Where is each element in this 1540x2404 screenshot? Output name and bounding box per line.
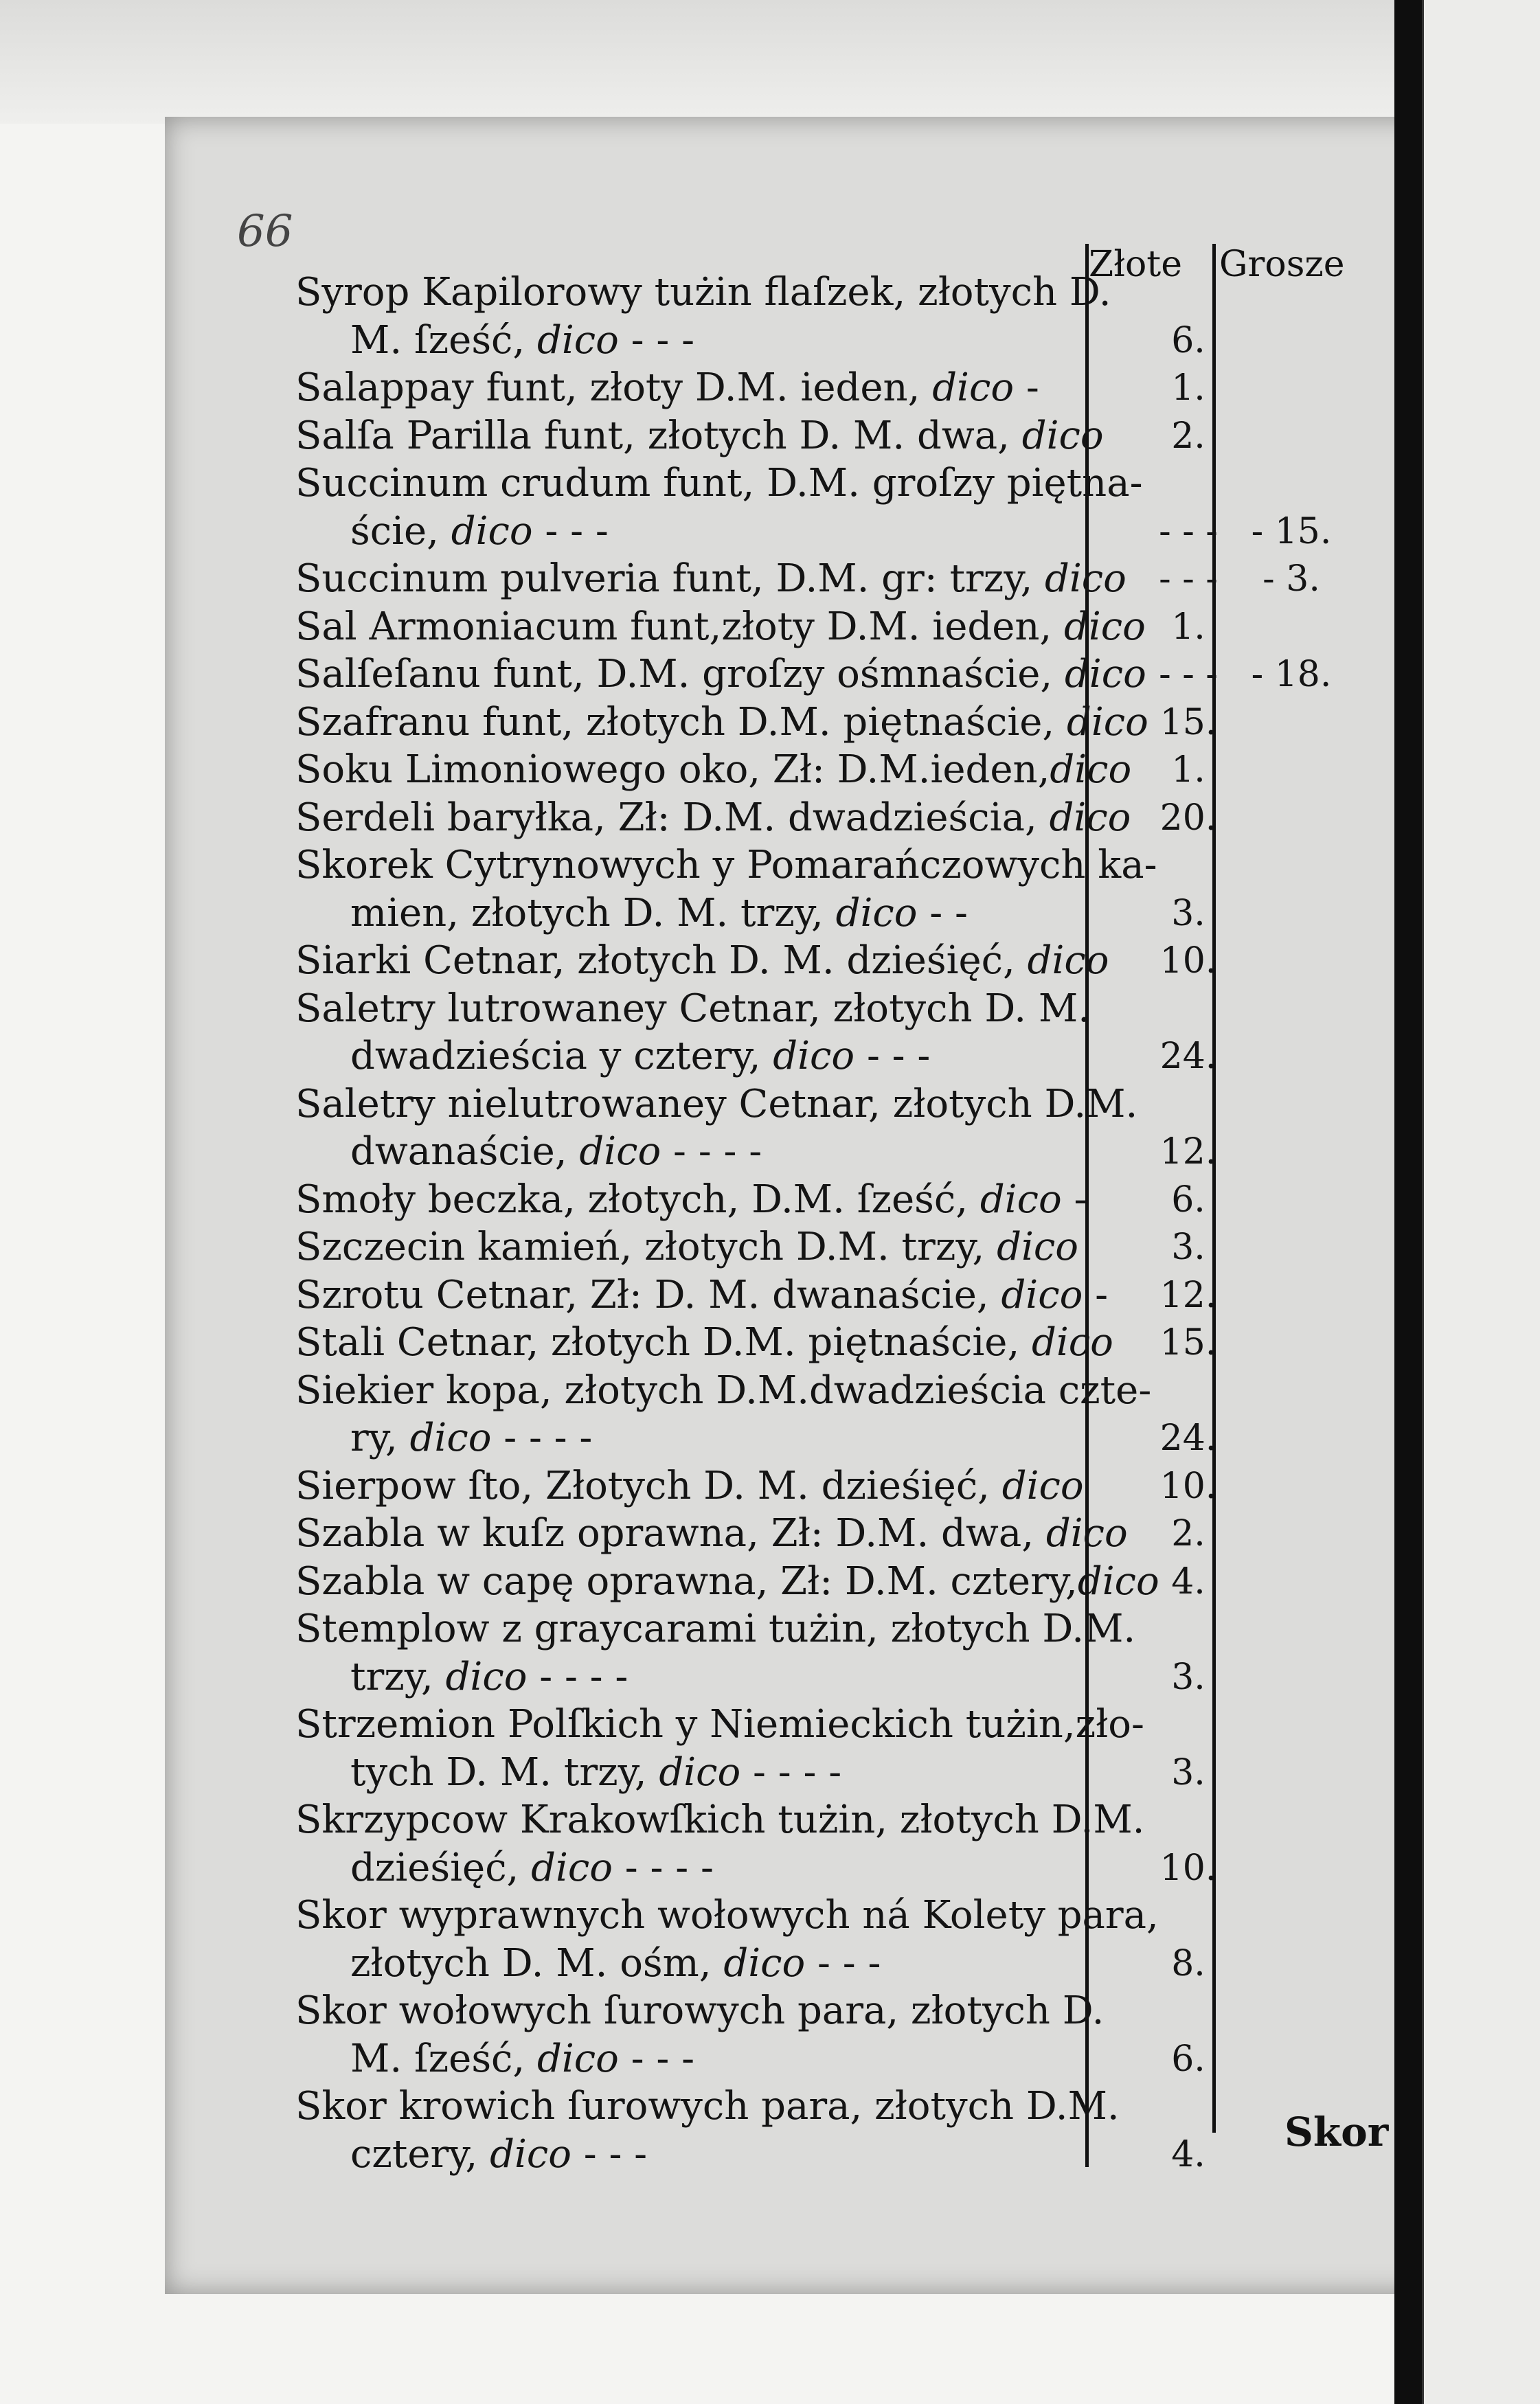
table-row bbox=[0, 1462, 1374, 1511]
entry-text: złotych D. M. ośm, dico - - - bbox=[350, 1940, 881, 1986]
entry-text: tych D. M. trzy, dico - - - - bbox=[350, 1749, 842, 1795]
entry-text: Salappay funt, złoty D.M. ieden, dico - bbox=[295, 365, 1039, 410]
entry-text: mien, złotych D. M. trzy, dico - - bbox=[350, 890, 968, 935]
zlote-value: 4. bbox=[1171, 2133, 1205, 2175]
entry-text: Saletry lutrowaney Cetnar, złotych D. M. bbox=[295, 986, 1090, 1031]
entry-text: Szrotu Cetnar, Zł: D. M. dwanaście, dico - bbox=[295, 1272, 1109, 1317]
entry-text: Skorek Cytrynowych y Pomarańczowych ka- bbox=[295, 843, 1157, 887]
table-row bbox=[0, 316, 1374, 365]
table-row bbox=[0, 1557, 1374, 1607]
entry-text: Szabla w kuſz oprawna, Zł: D.M. dwa, dico bbox=[295, 1511, 1128, 1556]
zlote-value: 3. bbox=[1171, 1656, 1205, 1698]
zlote-value: 20. bbox=[1159, 797, 1217, 839]
entry-text: Siarki Cetnar, złotych D. M. dzieśięć, dico bbox=[295, 938, 1109, 983]
entry-text: dzieśięć, dico - - - - bbox=[350, 1845, 714, 1890]
table-row bbox=[0, 841, 1374, 890]
table-row bbox=[0, 1939, 1374, 1988]
grosze-value: - 3. bbox=[1262, 558, 1320, 600]
entry-text: Skor krowich ſurowych para, złotych D.M. bbox=[295, 2084, 1120, 2129]
table-row bbox=[0, 1891, 1374, 1940]
table-row bbox=[0, 1414, 1374, 1463]
table-row bbox=[0, 1080, 1374, 1129]
entry-text: Skor wołowych ſurowych para, złotych D. bbox=[295, 1988, 1105, 2033]
table-row bbox=[0, 459, 1374, 508]
zlote-value: - - - bbox=[1159, 558, 1218, 600]
zlote-value: 10. bbox=[1159, 940, 1217, 982]
table-row bbox=[0, 1509, 1374, 1558]
entry-text: Salſa Parilla funt, złotych D. M. dwa, dico bbox=[295, 413, 1104, 458]
entry-text: trzy, dico - - - - bbox=[350, 1654, 629, 1699]
entry-text: Szabla w capę oprawna, Zł: D.M. cztery,dico bbox=[295, 1558, 1159, 1604]
table-row bbox=[0, 363, 1374, 413]
zlote-value: 1. bbox=[1171, 606, 1205, 648]
zlote-value: 8. bbox=[1171, 1942, 1205, 1984]
entry-text: M. ſześć, dico - - - bbox=[350, 2036, 695, 2081]
facing-page-edge bbox=[1422, 0, 1540, 2404]
zlote-value: 6. bbox=[1171, 1179, 1205, 1221]
catchword: Skor bbox=[1284, 2109, 1389, 2155]
zlote-value: - - - bbox=[1159, 510, 1218, 552]
table-row bbox=[0, 1032, 1374, 1081]
zlote-value: 1. bbox=[1171, 367, 1205, 409]
table-row bbox=[0, 1271, 1374, 1320]
table-row bbox=[0, 554, 1374, 604]
zlote-value: 10. bbox=[1159, 1465, 1217, 1507]
zlote-value: 1. bbox=[1171, 749, 1205, 791]
table-row bbox=[0, 1700, 1374, 1749]
table-row bbox=[0, 268, 1374, 317]
column-header-zlote: Złote bbox=[1089, 244, 1182, 285]
zlote-value: 24. bbox=[1159, 1418, 1217, 1459]
entry-text: Siekier kopa, złotych D.M.dwadzieścia czte- bbox=[295, 1368, 1152, 1413]
table-row bbox=[0, 2082, 1374, 2131]
table-row bbox=[0, 698, 1374, 747]
zlote-value: 3. bbox=[1171, 1227, 1205, 1268]
entry-text: Syrop Kapilorowy tużin flaſzek, złotych D. bbox=[295, 270, 1111, 315]
zlote-value: 2. bbox=[1171, 1513, 1205, 1554]
entry-text: Skrzypcow Krakowſkich tużin, złotych D.M. bbox=[295, 1798, 1145, 1842]
entry-text: dwadzieścia y cztery, dico - - - bbox=[350, 1034, 931, 1078]
top-margin bbox=[0, 0, 1540, 124]
zlote-value: 6. bbox=[1171, 319, 1205, 361]
zlote-value: 10. bbox=[1159, 1847, 1217, 1889]
zlote-value: 6. bbox=[1171, 2038, 1205, 2080]
table-row bbox=[0, 745, 1374, 795]
entry-text: Szczecin kamień, złotych D.M. trzy, dico bbox=[295, 1225, 1078, 1269]
entry-text: Stemplow z graycarami tużin, złotych D.M. bbox=[295, 1607, 1136, 1651]
zlote-value: 24. bbox=[1159, 1036, 1217, 1077]
page-number: 66 bbox=[237, 206, 293, 257]
table-row bbox=[0, 2034, 1374, 2084]
table-row bbox=[0, 1795, 1374, 1845]
table-row bbox=[0, 889, 1374, 938]
zlote-value: - - - bbox=[1159, 654, 1218, 695]
entry-text: Soku Limoniowego oko, Zł: D.M.ieden,dico bbox=[295, 747, 1132, 792]
entry-text: M. ſześć, dico - - - bbox=[350, 317, 695, 363]
zlote-value: 15. bbox=[1159, 1322, 1217, 1363]
table-row bbox=[0, 1844, 1374, 1893]
entry-text: Succinum crudum funt, D.M. groſzy piętna- bbox=[295, 461, 1143, 506]
table-row bbox=[0, 507, 1374, 556]
grosze-value: - 18. bbox=[1251, 654, 1332, 695]
entry-text: Strzemion Polſkich y Niemieckich tużin,zło- bbox=[295, 1702, 1144, 1747]
entry-text: Salſeſanu funt, D.M. groſzy ośmnaście, dico bbox=[295, 652, 1146, 696]
table-row bbox=[0, 1986, 1374, 2036]
column-header-grosze: Grosze bbox=[1219, 244, 1345, 285]
zlote-value: 15. bbox=[1159, 701, 1217, 743]
binding-shadow bbox=[1394, 0, 1422, 2404]
entry-text: Szafranu funt, złotych D.M. piętnaście, dico bbox=[295, 699, 1148, 745]
entry-text: cztery, dico - - - bbox=[350, 2131, 648, 2177]
table-row bbox=[0, 1318, 1374, 1368]
entry-text: Sierpow ſto, Złotych D. M. dzieśięć, dico bbox=[295, 1463, 1084, 1508]
table-row bbox=[0, 793, 1374, 843]
entry-text: Skor wyprawnych wołowych ná Kolety para, bbox=[295, 1893, 1159, 1938]
entry-text: ry, dico - - - - bbox=[350, 1416, 593, 1460]
entry-text: Sal Armoniacum funt,złoty D.M. ieden, dico bbox=[295, 604, 1146, 649]
entry-text: Stali Cetnar, złotych D.M. piętnaście, dico bbox=[295, 1320, 1113, 1365]
table-row bbox=[0, 1653, 1374, 1702]
zlote-value: 4. bbox=[1171, 1561, 1205, 1602]
table-row bbox=[0, 2130, 1374, 2179]
table-row bbox=[0, 1604, 1374, 1654]
table-row bbox=[0, 650, 1374, 699]
zlote-value: 12. bbox=[1159, 1274, 1217, 1316]
table-row bbox=[0, 1748, 1374, 1798]
zlote-value: 3. bbox=[1171, 892, 1205, 934]
grosze-value: - 15. bbox=[1251, 510, 1332, 552]
entry-text: dwanaście, dico - - - - bbox=[350, 1129, 762, 1174]
entry-text: Saletry nielutrowaney Cetnar, złotych D.M. bbox=[295, 1081, 1138, 1126]
zlote-value: 3. bbox=[1171, 1751, 1205, 1793]
entry-text: ście, dico - - - bbox=[350, 508, 609, 554]
entry-text: Serdeli baryłka, Zł: D.M. dwadzieścia, dico bbox=[295, 795, 1131, 840]
table-row bbox=[0, 1366, 1374, 1416]
table-row bbox=[0, 602, 1374, 652]
table-row bbox=[0, 411, 1374, 461]
zlote-value: 12. bbox=[1159, 1131, 1217, 1172]
table-row bbox=[0, 1127, 1374, 1177]
table-row bbox=[0, 1175, 1374, 1225]
table-row bbox=[0, 1223, 1374, 1272]
entry-text: Smoły beczka, złotych, D.M. ſześć, dico - bbox=[295, 1177, 1087, 1222]
zlote-value: 2. bbox=[1171, 415, 1205, 457]
table-row bbox=[0, 936, 1374, 986]
entry-text: Succinum pulveria funt, D.M. gr: trzy, dico bbox=[295, 556, 1126, 601]
table-row bbox=[0, 984, 1374, 1034]
